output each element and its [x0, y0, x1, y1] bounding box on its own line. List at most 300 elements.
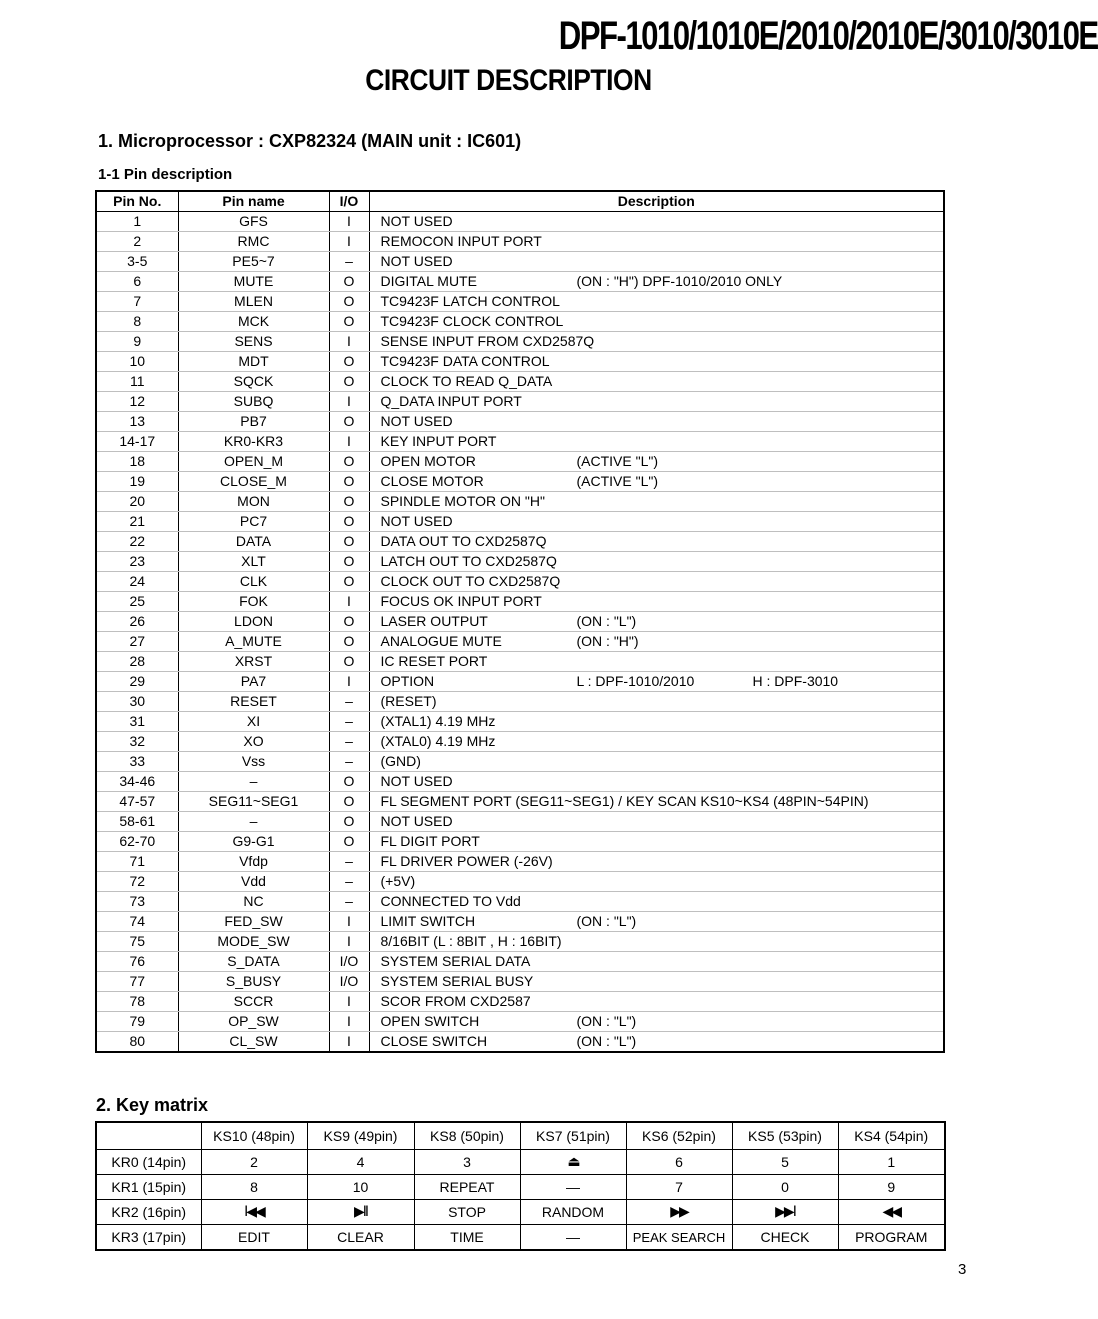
- key-cell: PEAK SEARCH: [626, 1225, 732, 1251]
- pin-number: 20: [96, 492, 178, 512]
- description-text: IC RESET PORT: [380, 653, 488, 669]
- pin-io: O: [329, 272, 369, 292]
- description-text: KEY INPUT PORT: [380, 433, 497, 449]
- key-cell: 1: [838, 1150, 945, 1175]
- pin-io: O: [329, 552, 369, 572]
- pin-io: I: [329, 932, 369, 952]
- pin-io: O: [329, 792, 369, 812]
- description-condition: (ACTIVE "L"): [576, 473, 659, 489]
- pin-description: [369, 432, 944, 452]
- pin-name: SQCK: [178, 372, 329, 392]
- pin-io: O: [329, 652, 369, 672]
- pin-io: O: [329, 292, 369, 312]
- key-row-label: KR1 (15pin): [96, 1175, 201, 1200]
- description-text: LIMIT SWITCH: [380, 913, 476, 929]
- description-text: NOT USED: [380, 253, 453, 269]
- pin-description: [369, 592, 944, 612]
- description-text: CLOCK TO READ Q_DATA: [380, 373, 553, 389]
- pin-number: 6: [96, 272, 178, 292]
- table-row: [96, 652, 944, 672]
- description-text: (GND): [380, 753, 421, 769]
- pin-number: 26: [96, 612, 178, 632]
- pin-name: MCK: [178, 312, 329, 332]
- pin-name: DATA: [178, 532, 329, 552]
- pin-number: 80: [96, 1032, 178, 1053]
- pin-name: G9-G1: [178, 832, 329, 852]
- table-row: [96, 952, 944, 972]
- key-cell: 3: [414, 1150, 520, 1175]
- description-text: (RESET): [380, 693, 437, 709]
- column-header-ks9: KS9 (49pin): [307, 1122, 414, 1150]
- pin-io: –: [329, 752, 369, 772]
- description-text: DIGITAL MUTE: [380, 273, 477, 289]
- pin-description: [369, 452, 944, 472]
- pin-name: OP_SW: [178, 1012, 329, 1032]
- description-text: SENSE INPUT FROM CXD2587Q: [380, 333, 595, 349]
- description-text: FOCUS OK INPUT PORT: [380, 593, 542, 609]
- pin-name: –: [178, 812, 329, 832]
- pin-name: XRST: [178, 652, 329, 672]
- pin-name: MLEN: [178, 292, 329, 312]
- column-header-ks7: KS7 (51pin): [520, 1122, 626, 1150]
- pin-number: 14-17: [96, 432, 178, 452]
- pin-number: 19: [96, 472, 178, 492]
- table-row: [96, 592, 944, 612]
- pin-io: I: [329, 232, 369, 252]
- column-header-ks10: KS10 (48pin): [201, 1122, 307, 1150]
- table-row: [96, 932, 944, 952]
- table-row: [96, 532, 944, 552]
- pin-name: CLOSE_M: [178, 472, 329, 492]
- description-text: TC9423F LATCH CONTROL: [380, 293, 560, 309]
- table-row: [96, 892, 944, 912]
- pin-number: 34-46: [96, 772, 178, 792]
- pin-description: [369, 812, 944, 832]
- pin-description: [369, 1012, 944, 1032]
- pin-number: 22: [96, 532, 178, 552]
- description-text: OPEN MOTOR: [380, 453, 476, 469]
- pin-io: O: [329, 352, 369, 372]
- pin-number: 58-61: [96, 812, 178, 832]
- section-1-title: 1. Microprocessor : CXP82324 (MAIN unit : IC601): [98, 131, 522, 151]
- pin-io: I: [329, 332, 369, 352]
- table-row: [96, 272, 944, 292]
- pin-description: [369, 632, 944, 652]
- key-matrix-row: [96, 1175, 945, 1200]
- description-text: REMOCON INPUT PORT: [380, 233, 542, 249]
- pin-number: 29: [96, 672, 178, 692]
- table-row: [96, 392, 944, 412]
- pin-io: I: [329, 992, 369, 1012]
- description-text: NOT USED: [380, 513, 453, 529]
- pin-number: 9: [96, 332, 178, 352]
- key-cell: STOP: [414, 1200, 520, 1225]
- pin-description: [369, 732, 944, 752]
- column-header-ks5: KS5 (53pin): [732, 1122, 838, 1150]
- table-row: [96, 992, 944, 1012]
- pin-description: [369, 412, 944, 432]
- table-row: [96, 732, 944, 752]
- pin-description: [369, 612, 944, 632]
- column-header-ks4: KS4 (54pin): [838, 1122, 945, 1150]
- key-cell: EDIT: [201, 1225, 307, 1251]
- description-condition: (ON : "L"): [576, 1013, 637, 1029]
- pin-description: [369, 892, 944, 912]
- key-cell: —: [520, 1225, 626, 1251]
- table-row: [96, 472, 944, 492]
- description-text: (XTAL0) 4.19 MHz: [380, 733, 496, 749]
- pin-description: [369, 972, 944, 992]
- pin-name: RMC: [178, 232, 329, 252]
- pin-name: MON: [178, 492, 329, 512]
- pin-io: –: [329, 892, 369, 912]
- pin-number: 8: [96, 312, 178, 332]
- pin-number: 32: [96, 732, 178, 752]
- key-matrix-row: [96, 1150, 945, 1175]
- description-text: CLOSE SWITCH: [380, 1033, 488, 1049]
- description-text: NOT USED: [380, 213, 453, 229]
- pin-description: [369, 792, 944, 812]
- description-text: Q_DATA INPUT PORT: [380, 393, 522, 409]
- description-text: NOT USED: [380, 413, 453, 429]
- table-row: [96, 312, 944, 332]
- pin-table-header: [96, 191, 944, 212]
- pin-name: OPEN_M: [178, 452, 329, 472]
- key-matrix-corner: [96, 1122, 201, 1150]
- pin-number: 78: [96, 992, 178, 1012]
- pin-name: MODE_SW: [178, 932, 329, 952]
- pin-name: CLK: [178, 572, 329, 592]
- table-row: [96, 552, 944, 572]
- description-condition: (ON : "L"): [576, 913, 637, 929]
- pin-io: I: [329, 592, 369, 612]
- key-cell: ◀◀: [838, 1200, 945, 1225]
- table-row: [96, 512, 944, 532]
- pin-io: O: [329, 472, 369, 492]
- pin-name: FED_SW: [178, 912, 329, 932]
- pin-name: MUTE: [178, 272, 329, 292]
- description-condition: L : DPF-1010/2010: [576, 673, 695, 689]
- pin-io: O: [329, 772, 369, 792]
- key-cell: ▶▶I: [732, 1200, 838, 1225]
- description-text: TC9423F CLOCK CONTROL: [380, 313, 564, 329]
- pin-description: [369, 252, 944, 272]
- description-text: NOT USED: [380, 813, 453, 829]
- pin-name: SCCR: [178, 992, 329, 1012]
- column-header-pin-name: Pin name: [178, 191, 329, 212]
- pin-number: 30: [96, 692, 178, 712]
- description-condition: (ON : "H"): [576, 633, 639, 649]
- table-row: [96, 772, 944, 792]
- key-cell: I◀◀: [201, 1200, 307, 1225]
- pin-description-table: [95, 190, 945, 1053]
- description-condition: (ON : "L"): [576, 1033, 637, 1049]
- description-text: SYSTEM SERIAL BUSY: [380, 973, 534, 989]
- key-matrix-row: [96, 1200, 945, 1225]
- table-row: [96, 252, 944, 272]
- pin-name: S_BUSY: [178, 972, 329, 992]
- description-condition-alt: H : DPF-3010: [752, 673, 839, 689]
- pin-number: 12: [96, 392, 178, 412]
- description-text: (+5V): [380, 873, 416, 889]
- pin-name: XI: [178, 712, 329, 732]
- pin-io: O: [329, 532, 369, 552]
- key-cell: 6: [626, 1150, 732, 1175]
- pin-name: Vdd: [178, 872, 329, 892]
- pin-io: O: [329, 412, 369, 432]
- pin-number: 21: [96, 512, 178, 532]
- table-row: [96, 292, 944, 312]
- pin-description: [369, 952, 944, 972]
- pin-name: S_DATA: [178, 952, 329, 972]
- pin-description: [369, 652, 944, 672]
- pin-name: SENS: [178, 332, 329, 352]
- pin-number: 76: [96, 952, 178, 972]
- pin-io: O: [329, 372, 369, 392]
- pin-name: –: [178, 772, 329, 792]
- pin-description: [369, 312, 944, 332]
- pin-io: O: [329, 832, 369, 852]
- description-text: FL DRIVER POWER (-26V): [380, 853, 553, 869]
- pin-io: –: [329, 252, 369, 272]
- pin-description: [369, 372, 944, 392]
- pin-name: KR0-KR3: [178, 432, 329, 452]
- pin-number: 27: [96, 632, 178, 652]
- key-cell: CLEAR: [307, 1225, 414, 1251]
- table-row: [96, 212, 944, 232]
- pin-number: 33: [96, 752, 178, 772]
- column-header-pin-no: Pin No.: [96, 191, 178, 212]
- pin-number: 1: [96, 212, 178, 232]
- pin-io: –: [329, 872, 369, 892]
- pin-io: O: [329, 312, 369, 332]
- pin-io: I: [329, 1032, 369, 1053]
- description-text: SPINDLE MOTOR ON "H": [380, 493, 545, 509]
- pin-name: RESET: [178, 692, 329, 712]
- key-cell: 2: [201, 1150, 307, 1175]
- pin-name: XLT: [178, 552, 329, 572]
- key-cell: RANDOM: [520, 1200, 626, 1225]
- table-row: [96, 632, 944, 652]
- table-row: [96, 812, 944, 832]
- description-text: LASER OUTPUT: [380, 613, 488, 629]
- description-condition: (ON : "L"): [576, 613, 637, 629]
- table-row: [96, 332, 944, 352]
- pin-description: [369, 932, 944, 952]
- table-row: [96, 792, 944, 812]
- pin-description: [369, 232, 944, 252]
- key-cell: TIME: [414, 1225, 520, 1251]
- description-text: NOT USED: [380, 773, 453, 789]
- pin-number: 25: [96, 592, 178, 612]
- pin-description: [369, 352, 944, 372]
- description-condition: (ACTIVE "L"): [576, 453, 659, 469]
- pin-description: [369, 392, 944, 412]
- pin-io: O: [329, 492, 369, 512]
- key-cell: 8: [201, 1175, 307, 1200]
- pin-description: [369, 672, 944, 692]
- pin-description: [369, 292, 944, 312]
- pin-name: MDT: [178, 352, 329, 372]
- table-row: [96, 352, 944, 372]
- pin-io: I/O: [329, 972, 369, 992]
- pin-description: [369, 212, 944, 232]
- pin-name: SEG11~SEG1: [178, 792, 329, 812]
- pin-number: 74: [96, 912, 178, 932]
- key-cell: —: [520, 1175, 626, 1200]
- column-header-ks8: KS8 (50pin): [414, 1122, 520, 1150]
- key-matrix-header: [96, 1122, 945, 1150]
- pin-description: [369, 332, 944, 352]
- pin-name: PA7: [178, 672, 329, 692]
- table-row: [96, 692, 944, 712]
- page-number: 3: [958, 1261, 967, 1278]
- pin-number: 77: [96, 972, 178, 992]
- pin-io: O: [329, 572, 369, 592]
- key-matrix-table: [95, 1121, 946, 1251]
- description-text: FL DIGIT PORT: [380, 833, 480, 849]
- pin-io: O: [329, 612, 369, 632]
- table-row: [96, 712, 944, 732]
- pin-io: I: [329, 1012, 369, 1032]
- pin-number: 24: [96, 572, 178, 592]
- pin-description: [369, 752, 944, 772]
- pin-description: [369, 552, 944, 572]
- column-header-io: I/O: [329, 191, 369, 212]
- table-row: [96, 572, 944, 592]
- page-title: CIRCUIT DESCRIPTION: [365, 64, 652, 97]
- section-2-title: 2. Key matrix: [96, 1095, 209, 1115]
- pin-number: 62-70: [96, 832, 178, 852]
- description-text: CLOCK OUT TO CXD2587Q: [380, 573, 561, 589]
- pin-number: 18: [96, 452, 178, 472]
- description-condition: (ON : "H") DPF-1010/2010 ONLY: [576, 273, 783, 289]
- description-text: OPTION: [380, 673, 435, 689]
- table-row: [96, 912, 944, 932]
- description-text: TC9423F DATA CONTROL: [380, 353, 550, 369]
- pin-description: [369, 692, 944, 712]
- pin-description: [369, 852, 944, 872]
- pin-io: I: [329, 432, 369, 452]
- pin-description: [369, 492, 944, 512]
- pin-description: [369, 272, 944, 292]
- description-text: CONNECTED TO Vdd: [380, 893, 521, 909]
- pin-name: Vss: [178, 752, 329, 772]
- key-cell: PROGRAM: [855, 1229, 928, 1245]
- pin-name: NC: [178, 892, 329, 912]
- pin-io: I: [329, 912, 369, 932]
- description-text: SCOR FROM CXD2587: [380, 993, 531, 1009]
- key-cell: ▶▶: [626, 1200, 732, 1225]
- key-row-label: KR3 (17pin): [96, 1225, 201, 1251]
- pin-description: [369, 572, 944, 592]
- pin-number: 75: [96, 932, 178, 952]
- description-text: DATA OUT TO CXD2587Q: [380, 533, 547, 549]
- pin-number: 47-57: [96, 792, 178, 812]
- description-text: ANALOGUE MUTE: [380, 633, 502, 649]
- description-text: FL SEGMENT PORT (SEG11~SEG1) / KEY SCAN KS10~KS4 (48PIN~54PIN): [380, 793, 869, 809]
- pin-number: 2: [96, 232, 178, 252]
- pin-description: [369, 712, 944, 732]
- description-text: CLOSE MOTOR: [380, 473, 484, 489]
- key-cell: REPEAT: [414, 1175, 520, 1200]
- key-cell: 10: [307, 1175, 414, 1200]
- key-cell: 0: [732, 1175, 838, 1200]
- pin-io: O: [329, 812, 369, 832]
- pin-description: [369, 872, 944, 892]
- table-row: [96, 612, 944, 632]
- table-row: [96, 232, 944, 252]
- pin-description: [369, 1032, 944, 1053]
- table-row: [96, 432, 944, 452]
- section-1-subtitle: 1-1 Pin description: [98, 166, 233, 183]
- pin-number: 7: [96, 292, 178, 312]
- pin-description: [369, 472, 944, 492]
- key-cell: 5: [732, 1150, 838, 1175]
- table-row: [96, 752, 944, 772]
- pin-description: [369, 532, 944, 552]
- pin-io: O: [329, 632, 369, 652]
- table-row: [96, 672, 944, 692]
- pin-name: FOK: [178, 592, 329, 612]
- pin-name: CL_SW: [178, 1032, 329, 1053]
- pin-description: [369, 772, 944, 792]
- pin-name: A_MUTE: [178, 632, 329, 652]
- key-matrix-row: [96, 1225, 945, 1251]
- pin-description: [369, 512, 944, 532]
- table-row: [96, 412, 944, 432]
- key-cell: ⏏: [520, 1150, 626, 1175]
- pin-description: [369, 832, 944, 852]
- key-row-label: KR2 (16pin): [96, 1200, 201, 1225]
- pin-number: 3-5: [96, 252, 178, 272]
- pin-number: 23: [96, 552, 178, 572]
- pin-number: 72: [96, 872, 178, 892]
- pin-name: PB7: [178, 412, 329, 432]
- description-text: SYSTEM SERIAL DATA: [380, 953, 531, 969]
- pin-name: Vfdp: [178, 852, 329, 872]
- pin-name: LDON: [178, 612, 329, 632]
- table-row: [96, 452, 944, 472]
- pin-description: [369, 912, 944, 932]
- pin-io: –: [329, 732, 369, 752]
- column-header-ks6: KS6 (52pin): [626, 1122, 732, 1150]
- description-text: LATCH OUT TO CXD2587Q: [380, 553, 557, 569]
- pin-io: I: [329, 392, 369, 412]
- column-header-description: Description: [369, 191, 944, 212]
- pin-number: 73: [96, 892, 178, 912]
- table-row: [96, 1032, 944, 1053]
- pin-number: 31: [96, 712, 178, 732]
- pin-name: SUBQ: [178, 392, 329, 412]
- pin-number: 28: [96, 652, 178, 672]
- table-row: [96, 832, 944, 852]
- key-cell: 7: [626, 1175, 732, 1200]
- description-text: 8/16BIT (L : 8BIT , H : 16BIT): [380, 933, 562, 949]
- description-text: (XTAL1) 4.19 MHz: [380, 713, 496, 729]
- pin-io: –: [329, 712, 369, 732]
- pin-io: –: [329, 852, 369, 872]
- key-cell: 9: [838, 1175, 945, 1200]
- pin-io: I: [329, 212, 369, 232]
- pin-name: GFS: [178, 212, 329, 232]
- pin-number: 13: [96, 412, 178, 432]
- pin-description: [369, 992, 944, 1012]
- pin-number: 79: [96, 1012, 178, 1032]
- description-text: OPEN SWITCH: [380, 1013, 480, 1029]
- pin-name: XO: [178, 732, 329, 752]
- pin-io: I/O: [329, 952, 369, 972]
